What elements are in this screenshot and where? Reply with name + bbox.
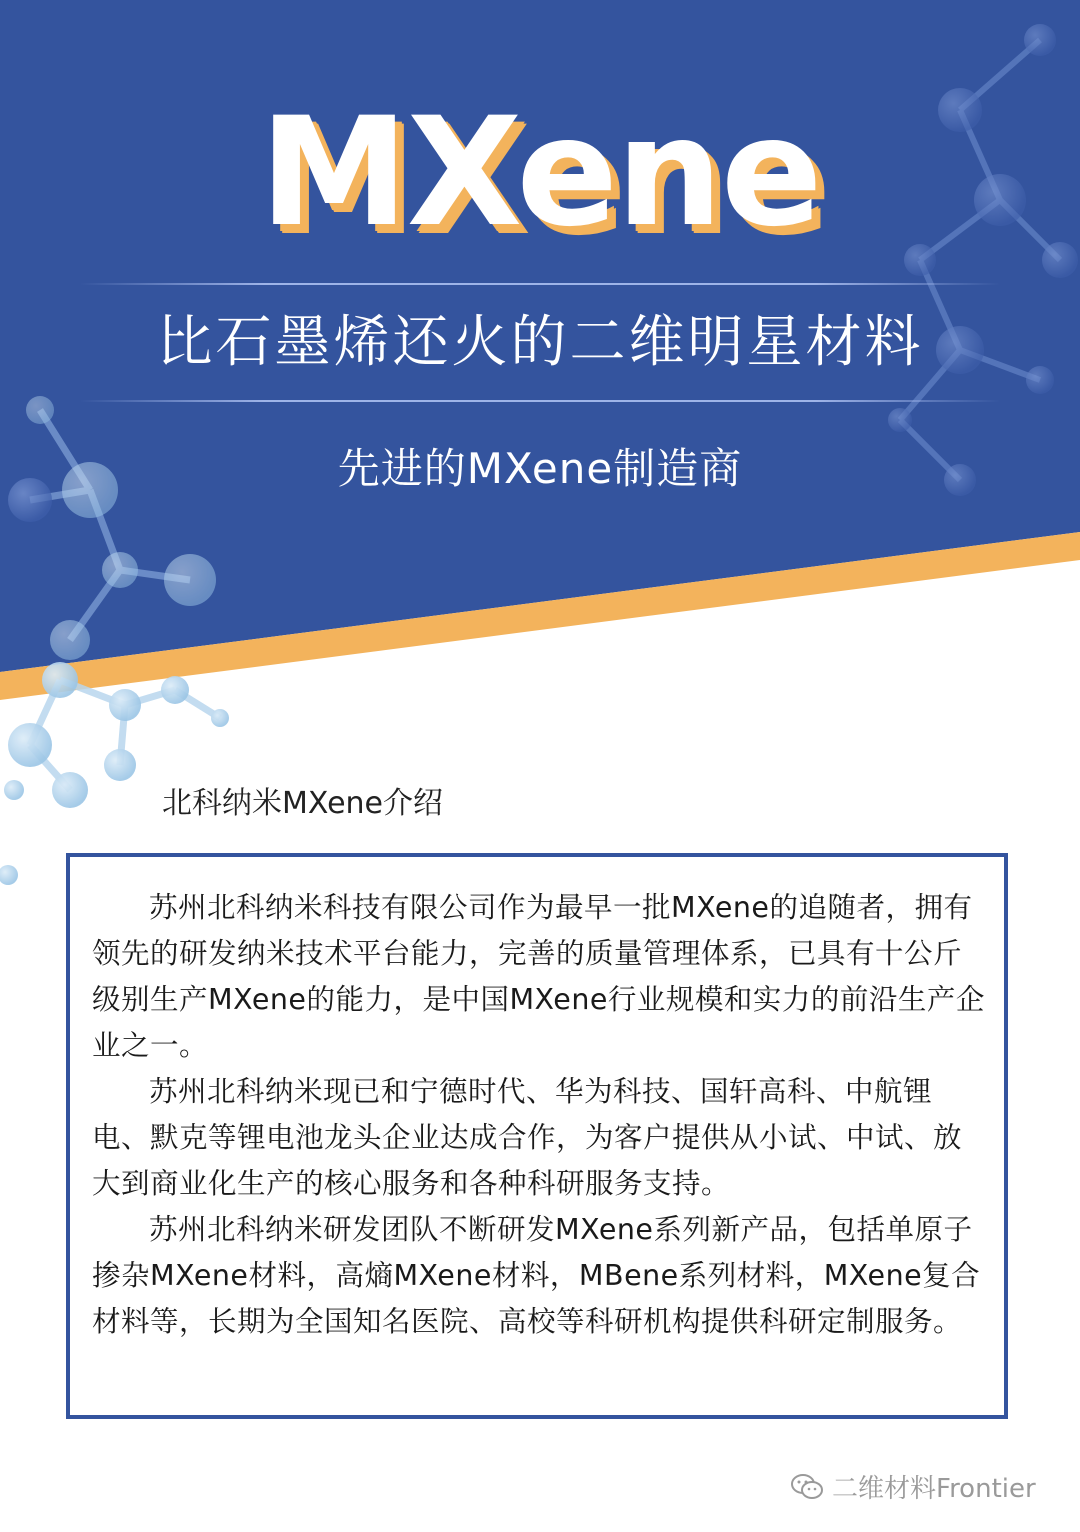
hero-subtitle: 比石墨烯还火的二维明星材料 [156, 310, 924, 375]
watermark-text: 二维材料Frontier [832, 1474, 1036, 1504]
divider-bottom [80, 400, 1000, 402]
section-heading: 北科纳米MXene介绍 [162, 786, 444, 821]
intro-box [66, 853, 1008, 1419]
watermark [790, 1468, 1036, 1505]
hero-tagline: 先进的MXene制造商 [337, 444, 743, 493]
wechat-icon [790, 1473, 824, 1501]
intro-paragraph: 苏州北科纳米研发团队不断研发MXene系列新产品，包括单原子掺杂MXene材料，高熵MXene材料，MBene系列材料，MXene复合材料等，长期为全国知名医院、高校等科研机构提供科研定制服务。 [92, 1213, 981, 1338]
intro-paragraph: 苏州北科纳米现已和宁德时代、华为科技、国轩高科、中航锂电、默克等锂电池龙头企业达成合作，为客户提供从小试、中试、放大到商业化生产的核心服务和各种科研服务支持。 [92, 1075, 963, 1200]
hero-title: MXene [259, 86, 821, 260]
divider-top [80, 283, 1000, 285]
intro-paragraph: 苏州北科纳米科技有限公司作为最早一批MXene的追随者，拥有领先的研发纳米技术平台能力，完善的质量管理体系，已具有十公斤级别生产MXene的能力，是中国MXene行业规模和实力的前沿生产企业之一。 [92, 891, 985, 1062]
